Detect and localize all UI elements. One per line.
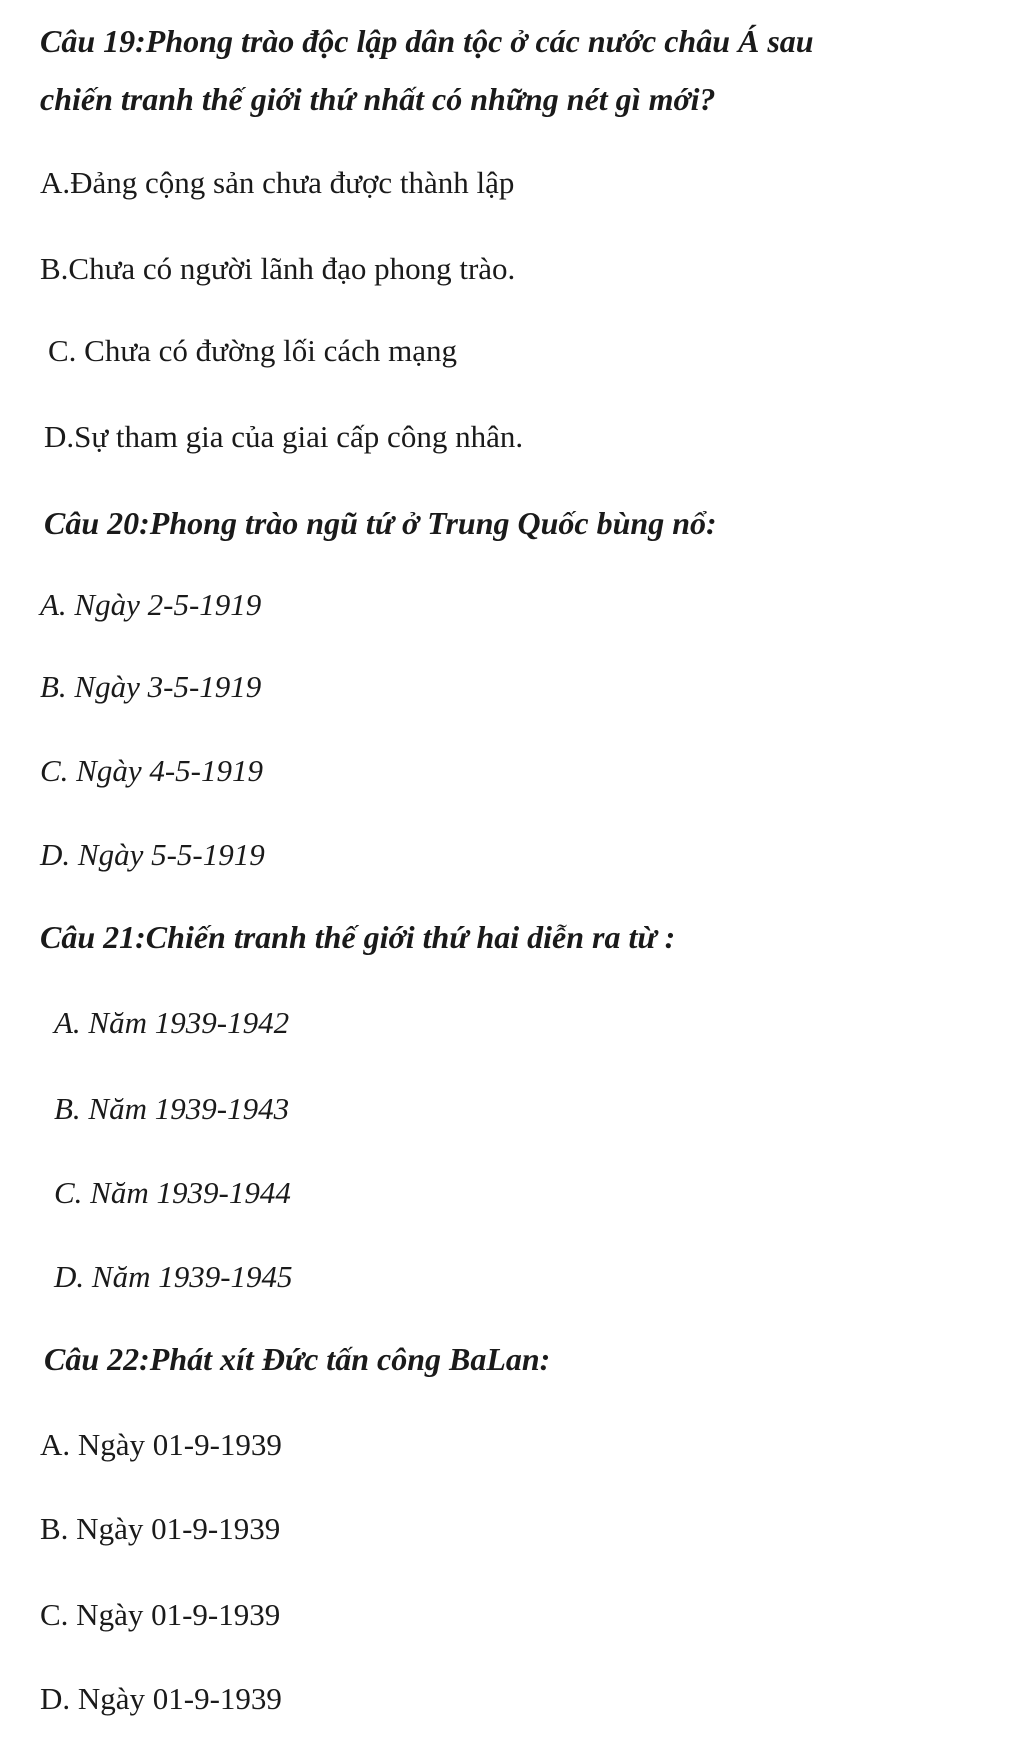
question-20-option-d: D. Ngày 5-5-1919 <box>40 837 265 872</box>
question-22-title: Câu 22:Phát xít Đức tấn công BaLan: <box>44 1341 551 1377</box>
question-22-option-b: B. Ngày 01-9-1939 <box>40 1511 281 1546</box>
question-20-option-c: C. Ngày 4-5-1919 <box>40 753 264 788</box>
question-19-option-b: B.Chưa có người lãnh đạo phong trào. <box>40 251 516 286</box>
question-22-option-c: C. Ngày 01-9-1939 <box>40 1597 281 1632</box>
question-21-option-b: B. Năm 1939-1943 <box>54 1091 290 1126</box>
question-19-option-a: A.Đảng cộng sản chưa được thành lập <box>40 165 515 200</box>
question-21-option-a: A. Năm 1939-1942 <box>54 1005 290 1040</box>
question-19-option-d: D.Sự tham gia của giai cấp công nhân. <box>44 419 524 454</box>
question-20-title: Câu 20:Phong trào ngũ tứ ở Trung Quốc bùng nổ: <box>44 505 717 541</box>
question-20-option-a: A. Ngày 2-5-1919 <box>40 587 262 622</box>
question-20-option-b: B. Ngày 3-5-1919 <box>40 669 262 704</box>
question-21-option-d: D. Năm 1939-1945 <box>54 1259 293 1294</box>
question-19-option-c: C. Chưa có đường lối cách mạng <box>48 333 457 368</box>
question-22-option-d: D. Ngày 01-9-1939 <box>40 1681 282 1716</box>
question-22-option-a: A. Ngày 01-9-1939 <box>40 1427 282 1462</box>
question-19-title-line-2: chiến tranh thế giới thứ nhất có những nét gì mới? <box>40 81 716 117</box>
question-21-title: Câu 21:Chiến tranh thế giới thứ hai diễn ra từ : <box>40 919 676 955</box>
question-21-option-c: C. Năm 1939-1944 <box>54 1175 291 1210</box>
question-19-title-line-1: Câu 19:Phong trào độc lập dân tộc ở các nước châu Á sau <box>40 23 814 59</box>
